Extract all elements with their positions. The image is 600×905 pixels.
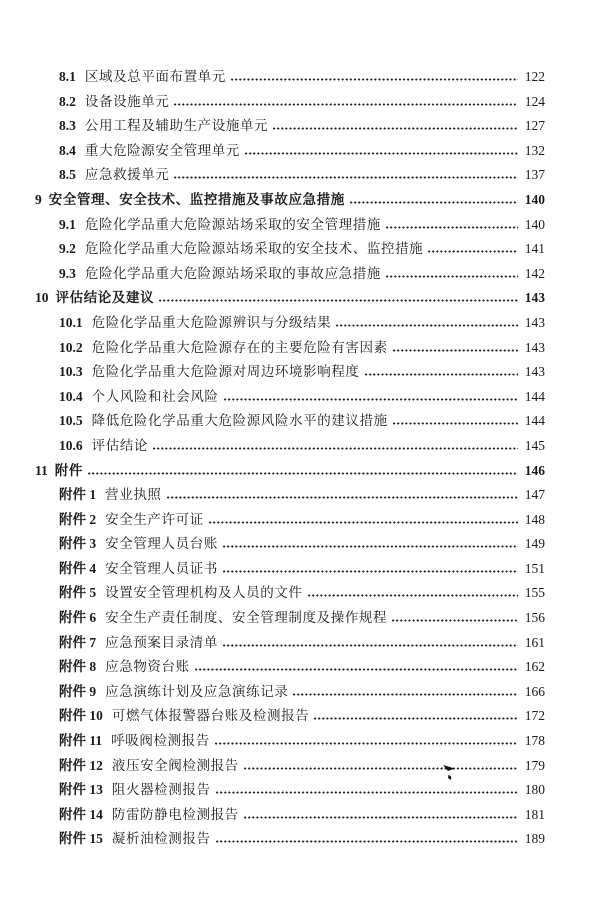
toc-entry: [0, 434, 600, 459]
toc-entry-number: 8.4: [59, 142, 76, 158]
toc-entry-title: 降低危险化学品重大危险源风险水平的建议措施: [91, 413, 388, 429]
toc-entry: [0, 655, 600, 680]
toc-entry: [0, 729, 600, 754]
toc-entry: [0, 754, 600, 779]
dot-leader: [273, 127, 518, 130]
toc-entry: [0, 704, 600, 729]
toc-entry-number: 附件 4: [59, 560, 97, 576]
toc-entry-page: 147: [524, 487, 545, 503]
toc-entry-title: 安全管理人员证书: [105, 560, 218, 576]
toc-entry-page: 149: [524, 536, 545, 552]
toc-entry-title: 安全生产责任制度、安全管理制度及操作规程: [105, 610, 388, 626]
toc-entry-number: 附件 9: [59, 683, 97, 699]
dot-leader: [393, 349, 518, 352]
toc-entry-title: 阻火器检测报告: [111, 782, 211, 798]
toc-entry-number: 10.4: [59, 388, 83, 404]
toc-entry-title: 危险化学品重大危险源站场采取的事故应急措施: [84, 265, 381, 281]
dot-leader: [350, 201, 518, 204]
toc-entry: [0, 286, 600, 311]
toc-entry: [0, 213, 600, 238]
toc-entry-number: 附件 5: [59, 585, 97, 601]
toc-entry-title: 凝析油检测报告: [111, 831, 211, 847]
toc-entry-page: 172: [524, 708, 545, 724]
toc-entry-title: 安全生产许可证: [105, 511, 204, 527]
toc-entry: [0, 532, 600, 557]
toc-entry-page: 141: [524, 241, 545, 257]
toc-entry-page: 142: [524, 265, 545, 281]
toc-entry: [0, 409, 600, 434]
dot-leader: [167, 496, 518, 499]
toc-entry: [0, 606, 600, 631]
toc-entry-page: 140: [524, 191, 545, 207]
dot-leader: [224, 398, 518, 401]
toc-entry-number: 附件 3: [59, 536, 97, 552]
dot-leader: [209, 521, 518, 524]
dot-leader: [88, 472, 518, 475]
dot-leader: [174, 176, 518, 179]
toc-entry-title: 评估结论及建议: [55, 290, 155, 306]
toc-entry-number: 附件 7: [59, 634, 97, 650]
dot-leader: [223, 545, 518, 548]
toc-entry: [0, 114, 600, 139]
dot-leader: [159, 299, 518, 302]
toc-entry-title: 危险化学品重大危险源对周边环境影响程度: [91, 364, 360, 380]
dot-leader: [365, 373, 518, 376]
toc-entry: [0, 262, 600, 287]
toc-entry-title: 公用工程及辅助生产设施单元: [84, 118, 269, 134]
toc-entry-title: 重大危险源安全管理单元: [84, 142, 240, 158]
toc-entry: [0, 336, 600, 361]
toc-entry-number: 附件 1: [59, 487, 97, 503]
toc-entry-title: 呼吸阀检测报告: [111, 733, 210, 749]
toc-entry-page: 148: [524, 511, 545, 527]
toc-entry-title: 安全管理人员台账: [105, 536, 218, 552]
toc-entry-page: 144: [524, 413, 545, 429]
toc-entry-page: 189: [524, 831, 545, 847]
toc-entry-page: 143: [524, 339, 545, 355]
dot-leader: [223, 644, 518, 647]
toc-entry-title: 区域及总平面布置单元: [84, 69, 226, 84]
dot-leader: [244, 816, 518, 819]
toc-entry-page: 124: [524, 93, 545, 109]
toc-entry-page: 180: [524, 782, 545, 798]
toc-entry-title: 防雷防静电检测报告: [111, 806, 239, 822]
toc-entry-title: 液压安全阀检测报告: [111, 757, 239, 773]
toc-entry-number: 附件 11: [59, 733, 103, 749]
toc-entry-number: 附件 14: [59, 806, 103, 822]
toc-entry: [0, 163, 600, 188]
dot-leader: [308, 594, 518, 597]
dot-leader: [293, 693, 518, 696]
toc-entry-title: 危险化学品重大危险源辨识与分级结果: [91, 314, 332, 330]
toc-entry-page: 161: [524, 634, 545, 650]
toc-entry-title: 应急演练计划及应急演练记录: [105, 683, 289, 699]
toc-entry-page: 145: [524, 437, 545, 453]
toc-entry-number: 10.2: [59, 339, 83, 355]
toc-entry-number: 10.6: [59, 437, 83, 453]
toc-list: [0, 65, 600, 852]
toc-entry-title: 评估结论: [91, 437, 149, 453]
toc-entry-number: 8.1: [59, 69, 76, 84]
dot-leader: [153, 447, 518, 450]
dot-leader: [393, 422, 518, 425]
toc-entry-page: 155: [524, 585, 545, 601]
dot-leader: [231, 78, 518, 81]
toc-entry-page: 156: [524, 610, 545, 626]
toc-entry-page: 179: [524, 757, 545, 773]
toc-entry-number: 11: [35, 462, 48, 478]
toc-entry: [0, 680, 600, 705]
dot-leader: [223, 570, 518, 573]
dot-leader: [244, 767, 518, 770]
toc-entry: [0, 237, 600, 262]
toc-entry-number: 附件 10: [59, 708, 103, 724]
toc-entry: [0, 385, 600, 410]
toc-entry-number: 附件 8: [59, 659, 97, 675]
toc-entry: [0, 311, 600, 336]
toc-entry-page: 181: [524, 806, 545, 822]
toc-entry: [0, 139, 600, 164]
toc-entry-number: 9.1: [59, 216, 76, 232]
toc-entry-title: 危险化学品重大危险源站场采取的安全技术、监控措施: [84, 241, 424, 257]
dot-leader: [386, 226, 518, 229]
toc-entry-number: 8.3: [59, 118, 76, 134]
toc-entry-page: 143: [524, 290, 545, 306]
dot-leader: [216, 840, 518, 843]
toc-entry-number: 10: [35, 290, 49, 306]
toc-entry: [0, 508, 600, 533]
toc-entry-number: 9.2: [59, 241, 76, 257]
toc-entry: [0, 803, 600, 828]
toc-entry-page: 162: [524, 659, 545, 675]
toc-entry-page: 143: [524, 314, 545, 330]
toc-entry: [0, 188, 600, 213]
toc-entry-page: 166: [524, 683, 545, 699]
toc-entry-number: 附件 2: [59, 511, 97, 527]
toc-entry: [0, 778, 600, 803]
toc-entry-title: 危险化学品重大危险源站场采取的安全管理措施: [84, 216, 381, 232]
toc-entry-page: 127: [524, 118, 545, 134]
toc-entry: [0, 360, 600, 385]
toc-entry-number: 9: [35, 191, 42, 207]
dot-leader: [336, 324, 518, 327]
toc-entry-title: 可燃气体报警器台账及检测报告: [111, 708, 310, 724]
toc-entry: [0, 827, 600, 852]
dot-leader: [245, 152, 518, 155]
dot-leader: [216, 791, 518, 794]
toc-entry: [0, 581, 600, 606]
toc-entry-number: 附件 6: [59, 610, 97, 626]
toc-entry-page: 122: [524, 69, 545, 84]
toc-entry-title: 安全管理、安全技术、监控措施及事故应急措施: [48, 191, 345, 207]
toc-entry-page: 140: [524, 216, 545, 232]
toc-entry-number: 10.3: [59, 364, 83, 380]
toc-entry: [0, 90, 600, 115]
dot-leader: [428, 250, 518, 253]
dot-leader: [195, 668, 518, 671]
dot-leader: [174, 103, 518, 106]
toc-entry-title: 应急物资台账: [105, 659, 190, 675]
dot-leader: [314, 717, 518, 720]
toc-entry: [0, 631, 600, 656]
toc-entry-number: 9.3: [59, 265, 76, 281]
toc-entry-number: 附件 13: [59, 782, 103, 798]
toc-entry-title: 设备设施单元: [84, 93, 170, 109]
toc-entry-title: 应急预案目录清单: [105, 634, 218, 650]
toc-entry: [0, 65, 600, 90]
toc-entry-number: 附件 12: [59, 757, 103, 773]
dot-leader: [215, 742, 518, 745]
toc-entry-page: 178: [524, 733, 545, 749]
toc-entry-page: 146: [524, 462, 545, 478]
toc-entry-title: 应急救援单元: [84, 167, 170, 183]
toc-entry-number: 8.5: [59, 167, 76, 183]
dot-leader: [386, 275, 518, 278]
toc-entry: [0, 557, 600, 582]
dot-leader: [392, 619, 518, 622]
toc-entry-title: 个人风险和社会风险: [91, 388, 219, 404]
toc-entry-page: 151: [524, 560, 545, 576]
toc-entry-title: 危险化学品重大危险源存在的主要危险有害因素: [91, 339, 388, 355]
toc-entry-title: 营业执照: [105, 487, 162, 503]
toc-entry-number: 10.5: [59, 413, 83, 429]
toc-entry-number: 附件 15: [59, 831, 103, 847]
toc-entry: [0, 483, 600, 508]
toc-entry-number: 10.1: [59, 314, 83, 330]
toc-entry-page: 137: [524, 167, 545, 183]
toc-entry: [0, 459, 600, 484]
toc-entry-page: 132: [524, 142, 545, 158]
toc-entry-number: 8.2: [59, 93, 76, 109]
toc-entry-title: 设置安全管理机构及人员的文件: [105, 585, 303, 601]
toc-entry-page: 144: [524, 388, 545, 404]
toc-entry-page: 143: [524, 364, 545, 380]
toc-entry-title: 附件: [54, 462, 83, 478]
